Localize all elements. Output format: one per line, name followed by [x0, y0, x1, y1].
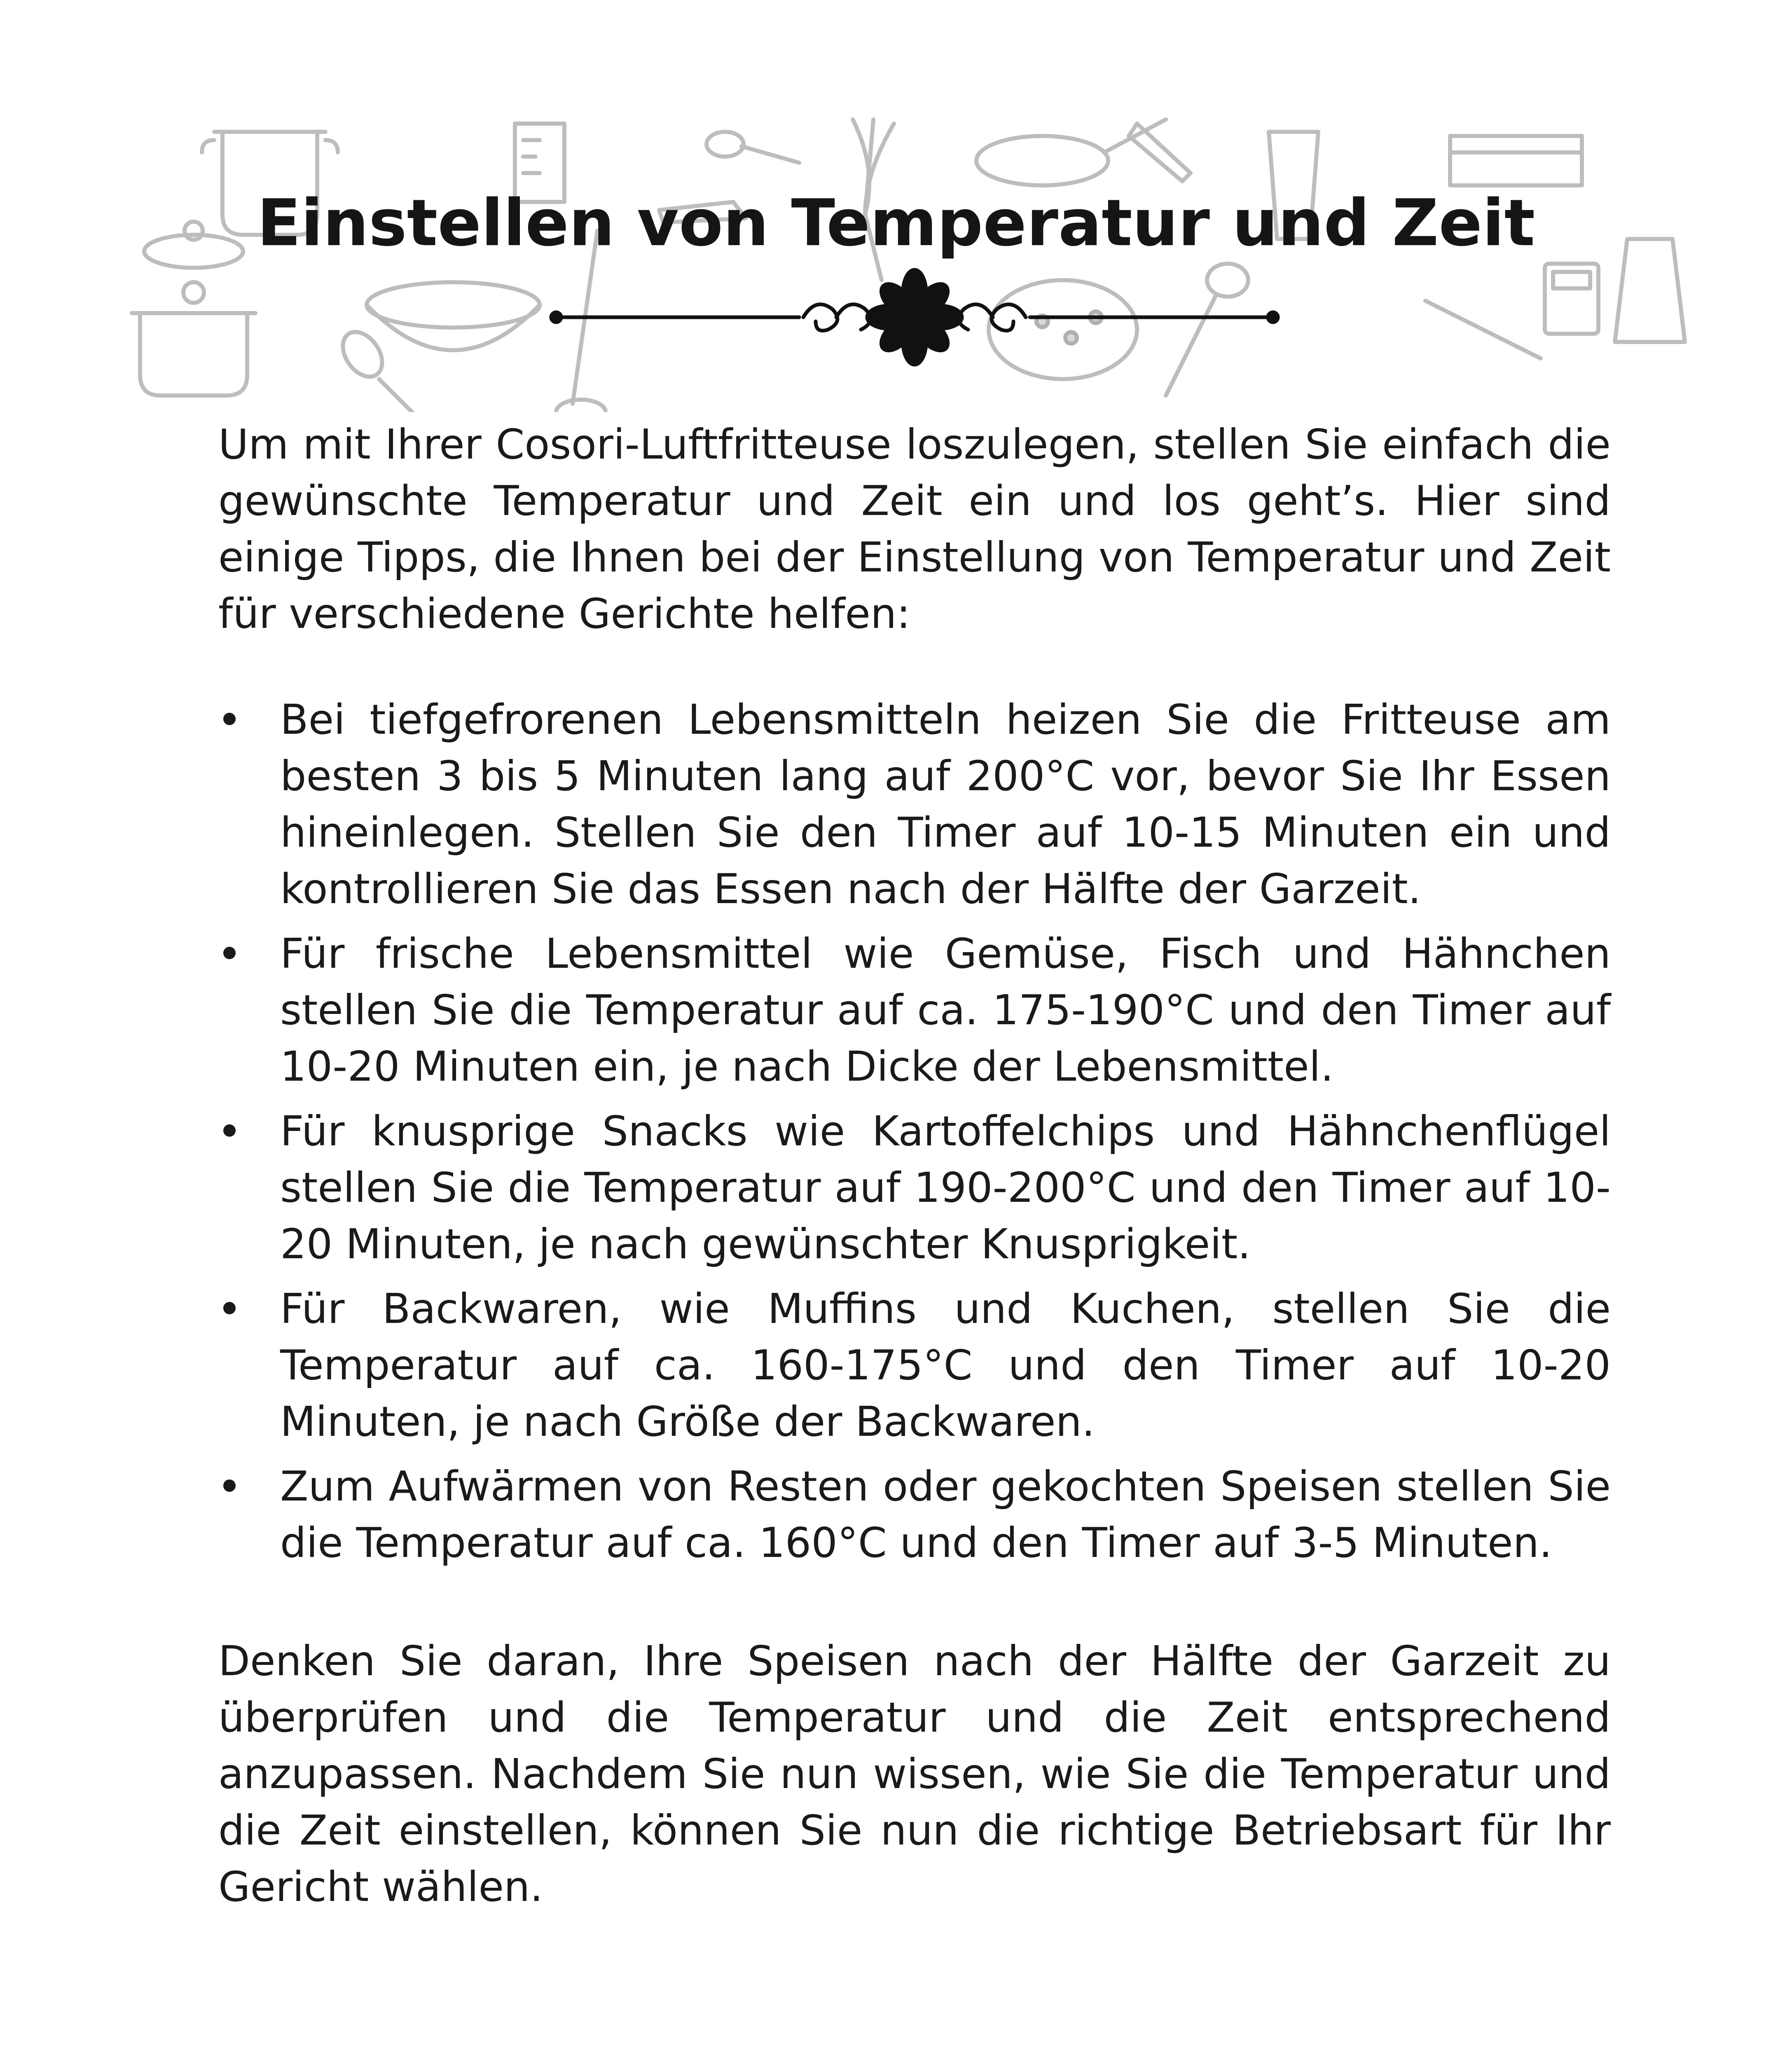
- pot-icon: [132, 282, 255, 396]
- scale-icon: [1545, 264, 1598, 334]
- spoon-icon: [707, 132, 799, 163]
- list-item: [218, 1458, 1611, 1571]
- list-item-text: Für Backwaren, wie Muffins und Kuchen, stellen Sie die Temperatur auf ca. 160-175°C und den Timer auf 10-20 Minuten, je nach Größe der Backwaren.: [280, 1285, 1611, 1446]
- cake-tin-icon: [1450, 136, 1582, 185]
- intro-paragraph: Um mit Ihrer Cosori-Luftfritteuse loszulegen, stellen Sie einfach die gewünschte Temperatur und Zeit ein und los geht’s. Hier sind einige Tipps, die Ihnen bei der Einstellung von Temperatur und Zeit für verschiedene Gerichte helfen:: [218, 420, 1611, 638]
- spoon-icon: [335, 325, 428, 412]
- list-item: [218, 691, 1611, 917]
- list-item-text: Für knusprige Snacks wie Kartoffelchips und Hähnchenflügel stellen Sie die Temperatur auf 190-200°C und den Timer auf 10-20 Minuten, je nach gewünschter Knusprigkeit.: [280, 1107, 1611, 1268]
- list-item-text: Zum Aufwärmen von Resten oder gekochten Speisen stellen Sie die Temperatur auf ca. 160°C und den Timer auf 3-5 Minuten.: [280, 1462, 1611, 1567]
- bowl-icon: [367, 282, 540, 350]
- flower-icon: [867, 270, 962, 365]
- list-item: [218, 1280, 1611, 1450]
- list-item-text: Bei tiefgefrorenen Lebensmitteln heizen Sie die Fritteuse am besten 3 bis 5 Minuten lang auf 200°C vor, bevor Sie Ihr Essen hineinlegen. Stellen Sie den Timer auf 10-15 Minuten ein und kontrollieren Sie das Essen nach der Hälfte der Garzeit.: [280, 695, 1611, 913]
- rolling-pin-icon: [1425, 301, 1541, 358]
- page-title: Einstellen von Temperatur und Zeit: [257, 185, 1535, 260]
- list-item: [218, 925, 1611, 1095]
- bullet-icon: [223, 947, 236, 959]
- bullet-icon: [223, 713, 236, 725]
- bullet-icon: [223, 1302, 236, 1314]
- tips-list: [218, 691, 1611, 1571]
- flower-divider-ornament: [548, 268, 1281, 367]
- page-content: [218, 416, 1611, 1915]
- frying-pan-icon: [976, 119, 1166, 185]
- closing-paragraph: Denken Sie daran, Ihre Speisen nach der Hälfte der Garzeit zu überprüfen und die Temperatur und die Zeit entsprechend anzupassen. Nachdem Sie nun wissen, wie Sie die Temperatur und die Zeit einstellen, können Sie nun die richtige Betriebsart für Ihr Gericht wählen.: [218, 1637, 1611, 1911]
- list-item: [218, 1103, 1611, 1272]
- list-item-text: Für frische Lebensmittel wie Gemüse, Fisch und Hähnchen stellen Sie die Temperatur auf ca. 175-190°C und den Timer auf 10-20 Minuten ein, je nach Dicke der Lebensmittel.: [280, 929, 1611, 1091]
- bullet-icon: [223, 1479, 236, 1492]
- bullet-icon: [223, 1124, 236, 1137]
